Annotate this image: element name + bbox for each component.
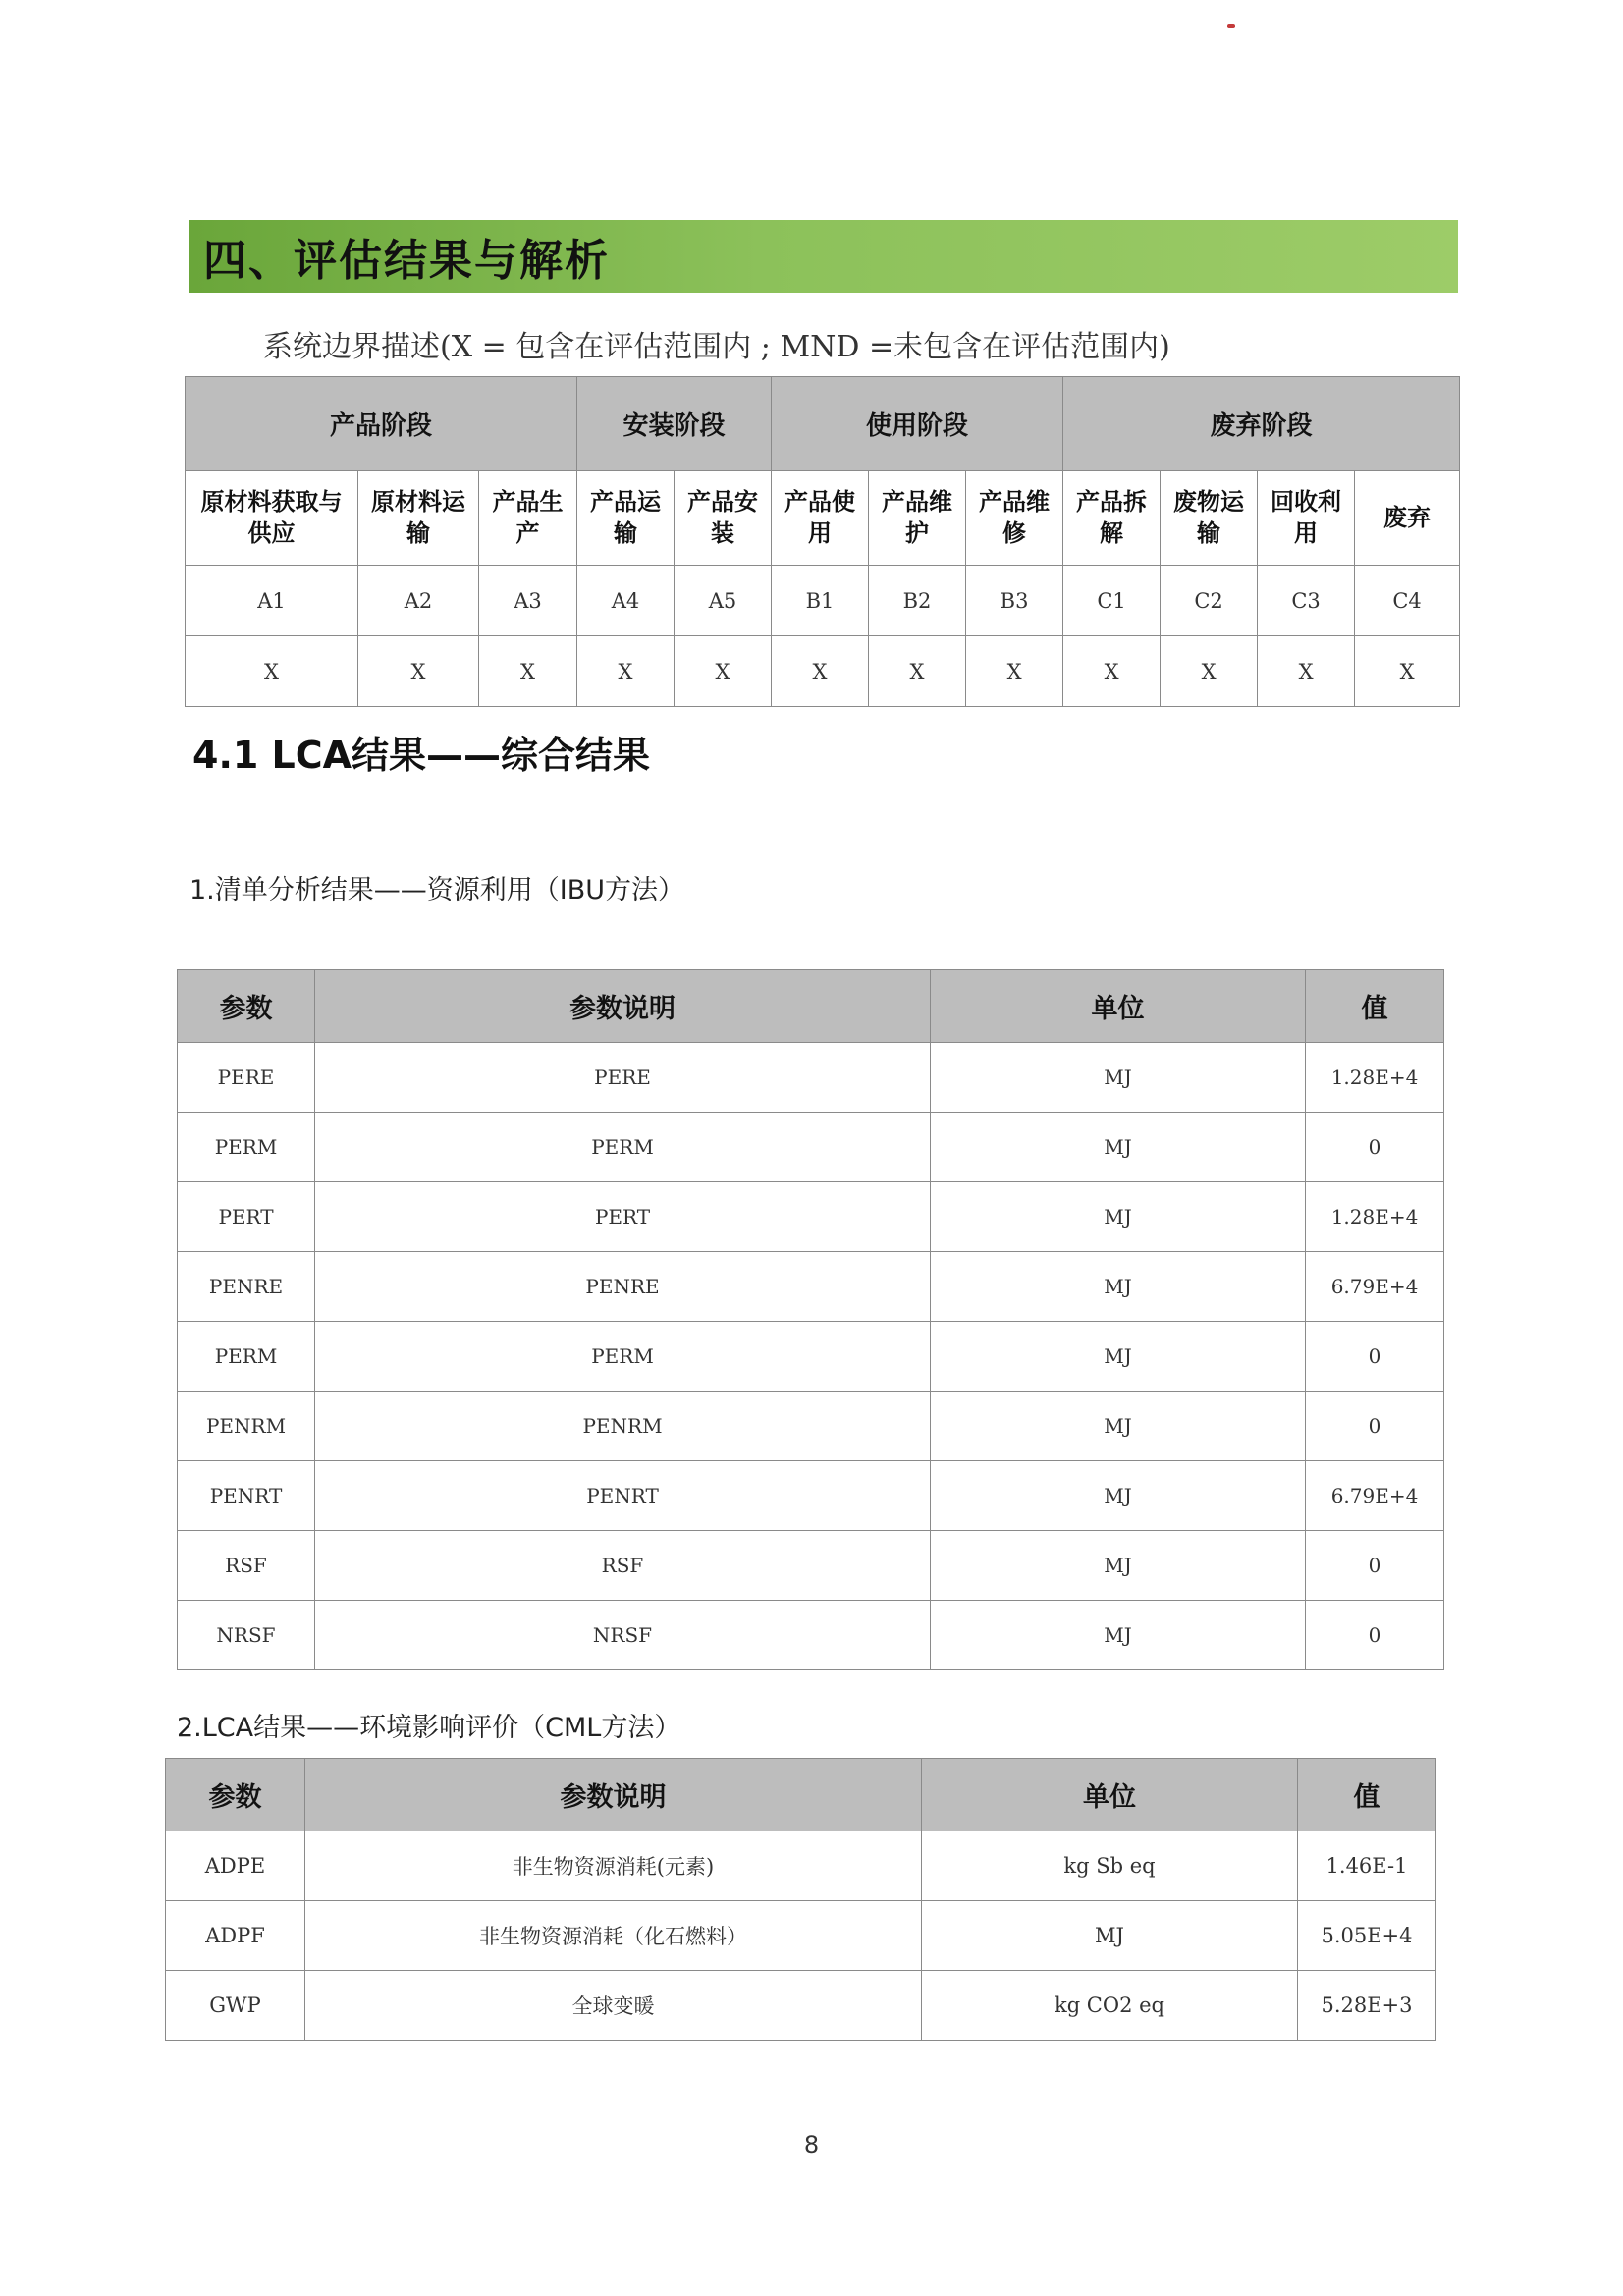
module-code: A3: [479, 566, 577, 636]
module-label: 产品使用: [772, 471, 869, 566]
cell-param: PERM: [178, 1113, 315, 1182]
module-label: 废弃: [1355, 471, 1460, 566]
table-row: [178, 1531, 1444, 1601]
cell-unit: MJ: [931, 1252, 1306, 1322]
cell-value: 6.79E+4: [1306, 1252, 1444, 1322]
header-param: 参数: [178, 970, 315, 1043]
module-code: B1: [772, 566, 869, 636]
cell-value: 5.28E+3: [1298, 1971, 1436, 2041]
cell-unit: MJ: [931, 1461, 1306, 1531]
cell-unit: kg CO2 eq: [922, 1971, 1298, 2041]
header-param: 参数: [166, 1759, 305, 1831]
table-row: [178, 1461, 1444, 1531]
module-code: C2: [1161, 566, 1258, 636]
inclusion-mark: X: [1355, 636, 1460, 707]
table-row: [178, 1601, 1444, 1670]
cell-unit: MJ: [931, 1043, 1306, 1113]
module-code: B2: [869, 566, 966, 636]
cell-unit: MJ: [931, 1531, 1306, 1601]
table-row: [166, 1971, 1436, 2041]
module-code: C4: [1355, 566, 1460, 636]
table-row: [178, 1392, 1444, 1461]
header-unit: 单位: [922, 1759, 1298, 1831]
module-label: 产品维护: [869, 471, 966, 566]
inclusion-mark: X: [1258, 636, 1355, 707]
module-label: 产品安装: [675, 471, 772, 566]
boundary-caption: 系统边界描述(X = 包含在评估范围内 ; MND =未包含在评估范围内): [263, 330, 1170, 364]
inclusion-mark: X: [1161, 636, 1258, 707]
cell-unit: MJ: [931, 1182, 1306, 1252]
page-number: 8: [803, 2131, 820, 2159]
cell-desc: PERT: [315, 1182, 931, 1252]
module-label: 原材料运输: [358, 471, 479, 566]
cell-param: ADPF: [166, 1901, 305, 1971]
module-code: A2: [358, 566, 479, 636]
header-desc: 参数说明: [315, 970, 931, 1043]
cell-value: 0: [1306, 1392, 1444, 1461]
cell-value: 0: [1306, 1322, 1444, 1392]
table-row: [178, 1043, 1444, 1113]
stage-use: 使用阶段: [772, 377, 1063, 471]
cell-unit: MJ: [931, 1392, 1306, 1461]
module-code: C1: [1063, 566, 1161, 636]
cml-results-table: [165, 1758, 1436, 2041]
table-row: [178, 1252, 1444, 1322]
table-row: [178, 1182, 1444, 1252]
cell-unit: MJ: [922, 1901, 1298, 1971]
section-banner: [189, 220, 1458, 293]
cell-value: 0: [1306, 1531, 1444, 1601]
cell-unit: kg Sb eq: [922, 1831, 1298, 1901]
cell-desc: PENRM: [315, 1392, 931, 1461]
header-unit: 单位: [931, 970, 1306, 1043]
cell-param: RSF: [178, 1531, 315, 1601]
module-inclusion-row: [186, 636, 1460, 707]
cell-desc: 非生物资源消耗（化石燃料）: [305, 1901, 922, 1971]
system-boundary-table: [185, 376, 1460, 707]
cell-unit: MJ: [931, 1322, 1306, 1392]
cell-desc: RSF: [315, 1531, 931, 1601]
module-label: 产品拆解: [1063, 471, 1161, 566]
stage-installation: 安装阶段: [577, 377, 772, 471]
cell-desc: PENRE: [315, 1252, 931, 1322]
cell-param: PERE: [178, 1043, 315, 1113]
module-label: 产品维修: [966, 471, 1063, 566]
stage-header-row: [186, 377, 1460, 471]
cell-param: ADPE: [166, 1831, 305, 1901]
module-label: 原材料获取与供应: [186, 471, 358, 566]
cell-param: NRSF: [178, 1601, 315, 1670]
module-label: 产品运输: [577, 471, 675, 566]
cell-param: PENRM: [178, 1392, 315, 1461]
table-row: [166, 1831, 1436, 1901]
ibu-results-table: [177, 969, 1444, 1670]
cell-desc: PERM: [315, 1113, 931, 1182]
inclusion-mark: X: [186, 636, 358, 707]
header-value: 值: [1306, 970, 1444, 1043]
inclusion-mark: X: [577, 636, 675, 707]
table-row: [178, 1322, 1444, 1392]
cell-param: PERM: [178, 1322, 315, 1392]
header-value: 值: [1298, 1759, 1436, 1831]
cell-value: 1.28E+4: [1306, 1182, 1444, 1252]
stage-end-of-life: 废弃阶段: [1063, 377, 1460, 471]
cell-value: 6.79E+4: [1306, 1461, 1444, 1531]
module-code: A5: [675, 566, 772, 636]
cell-desc: PERM: [315, 1322, 931, 1392]
inclusion-mark: X: [1063, 636, 1161, 707]
cell-unit: MJ: [931, 1601, 1306, 1670]
table-row: [166, 1901, 1436, 1971]
cell-param: PENRT: [178, 1461, 315, 1531]
cell-desc: PERE: [315, 1043, 931, 1113]
module-label: 废物运输: [1161, 471, 1258, 566]
inclusion-mark: X: [479, 636, 577, 707]
cell-value: 0: [1306, 1113, 1444, 1182]
table-header-row: [178, 970, 1444, 1043]
cell-param: PENRE: [178, 1252, 315, 1322]
inclusion-mark: X: [966, 636, 1063, 707]
cell-unit: MJ: [931, 1113, 1306, 1182]
cell-value: 0: [1306, 1601, 1444, 1670]
stage-product: 产品阶段: [186, 377, 577, 471]
inclusion-mark: X: [772, 636, 869, 707]
module-label: 回收利用: [1258, 471, 1355, 566]
cell-value: 5.05E+4: [1298, 1901, 1436, 1971]
scan-artifact-mark: [1227, 24, 1235, 28]
module-label-row: [186, 471, 1460, 566]
section-title: 四、评估结果与解析: [203, 236, 610, 286]
cell-value: 1.28E+4: [1306, 1043, 1444, 1113]
cell-desc: 全球变暖: [305, 1971, 922, 2041]
module-code: C3: [1258, 566, 1355, 636]
cell-desc: PENRT: [315, 1461, 931, 1531]
module-code: A1: [186, 566, 358, 636]
inclusion-mark: X: [675, 636, 772, 707]
table-row: [178, 1113, 1444, 1182]
header-desc: 参数说明: [305, 1759, 922, 1831]
module-code: B3: [966, 566, 1063, 636]
cell-param: PERT: [178, 1182, 315, 1252]
inclusion-mark: X: [869, 636, 966, 707]
module-code-row: [186, 566, 1460, 636]
module-label: 产品生产: [479, 471, 577, 566]
cell-param: GWP: [166, 1971, 305, 2041]
module-code: A4: [577, 566, 675, 636]
cell-value: 1.46E-1: [1298, 1831, 1436, 1901]
cell-desc: 非生物资源消耗(元素): [305, 1831, 922, 1901]
cml-table-caption: 2.LCA结果——环境影响评价（CML方法）: [177, 1713, 681, 1743]
ibu-table-caption: 1.清单分析结果——资源利用（IBU方法）: [189, 875, 685, 905]
table-header-row: [166, 1759, 1436, 1831]
inclusion-mark: X: [358, 636, 479, 707]
cell-desc: NRSF: [315, 1601, 931, 1670]
lca-subheading: 4.1 LCA结果——综合结果: [192, 734, 651, 777]
